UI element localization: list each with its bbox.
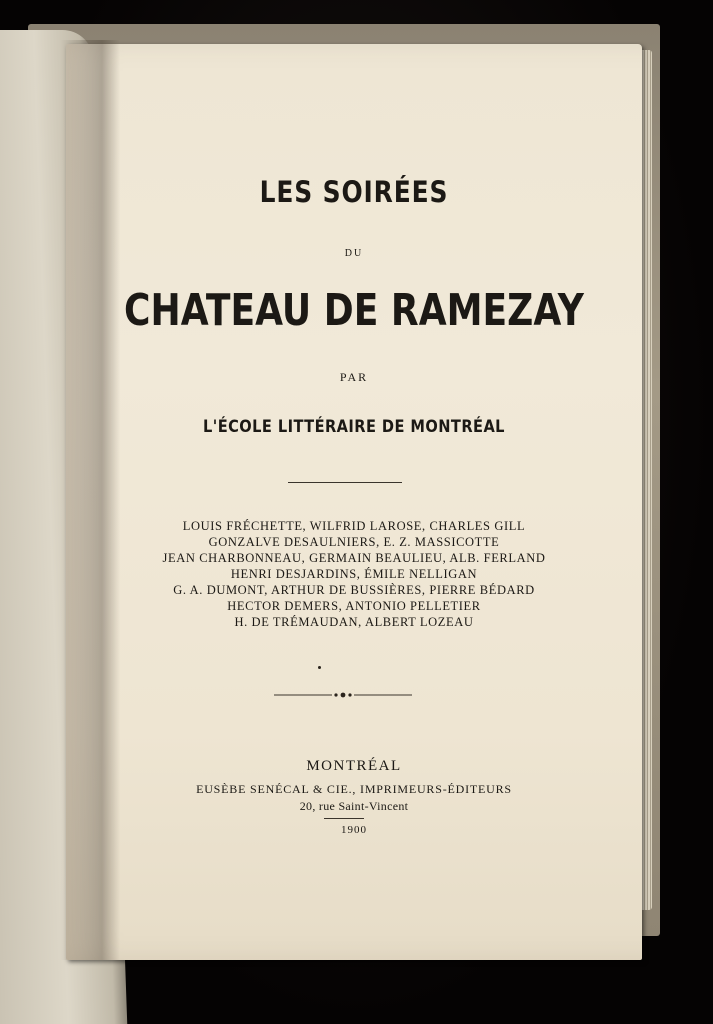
- short-rule: [324, 818, 364, 819]
- contributor-line: GONZALVE DESAULNIERS, E. Z. MASSICOTTE: [208, 535, 500, 549]
- contributor-line: LOUIS FRÉCHETTE, WILFRID LAROSE, CHARLES GILL: [182, 519, 526, 533]
- imprint-address: 20, rue Saint-Vincent: [299, 799, 409, 813]
- contributor-list: [66, 518, 642, 630]
- ink-speck: [318, 666, 321, 669]
- imprint-city: MONTRÉAL: [306, 758, 402, 774]
- contributor-line: G. A. DUMONT, ARTHUR DE BUSSIÈRES, PIERRE BÉDARD: [173, 583, 535, 597]
- title-line-2: CHATEAU DE RAMEZAY: [124, 285, 584, 336]
- divider-rule: [288, 482, 402, 483]
- contributor-line: HENRI DESJARDINS, ÉMILE NELLIGAN: [230, 567, 478, 581]
- title-connector: DU: [344, 248, 364, 259]
- title-line-1: LES SOIRÉES: [259, 175, 449, 209]
- ornament-rule-icon: [274, 690, 412, 700]
- contributor-line: HECTOR DEMERS, ANTONIO PELLETIER: [227, 599, 481, 613]
- title-page-text: [66, 44, 642, 960]
- contributor-line: JEAN CHARBONNEAU, GERMAIN BEAULIEU, ALB. FERLAND: [162, 551, 546, 565]
- contributor-line: H. DE TRÉMAUDAN, ALBERT LOZEAU: [234, 615, 474, 629]
- imprint-publisher: EUSÈBE SENÉCAL & CIE., IMPRIMEURS-ÉDITEURS: [196, 782, 512, 796]
- by-label: PAR: [339, 370, 369, 384]
- imprint-year: 1900: [341, 824, 367, 836]
- author-organization: L'ÉCOLE LITTÉRAIRE DE MONTRÉAL: [203, 417, 505, 437]
